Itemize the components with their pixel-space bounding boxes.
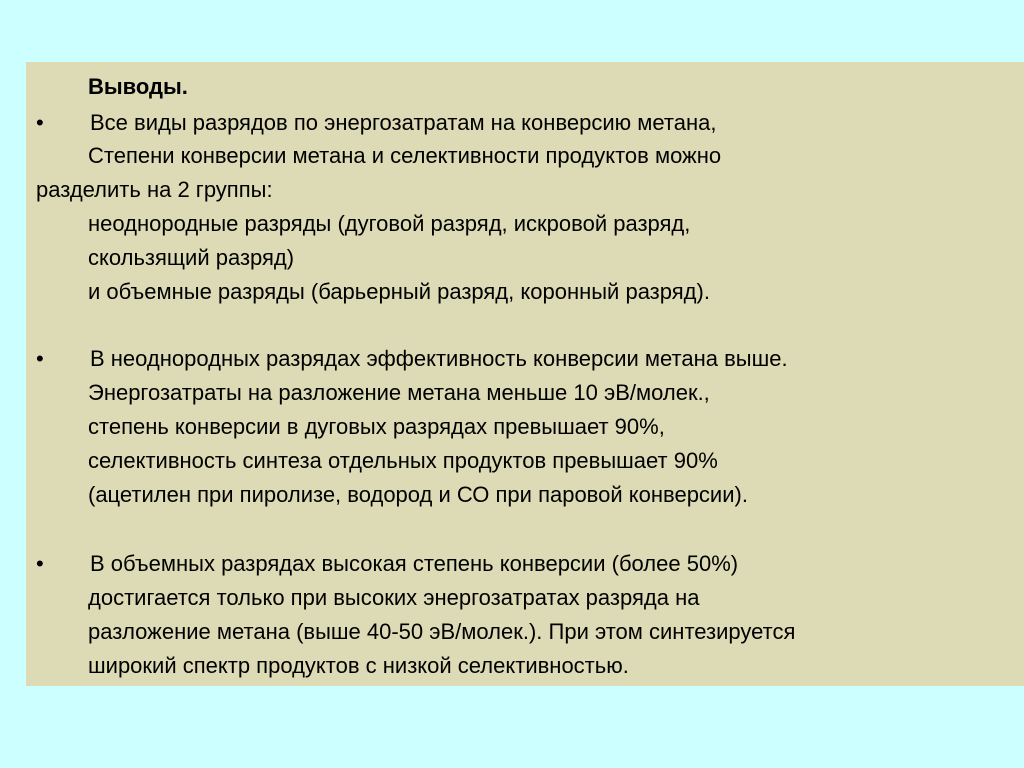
point1-line: разделить на 2 группы: [36,177,273,202]
point2-line: селективность синтеза отдельных продуктов превышает 90% [88,448,718,473]
bullet-marker: • [36,110,44,135]
conclusions-title: Выводы. [88,74,188,99]
point1-line: скользящий разряд) [88,245,295,270]
point2-line: степень конверсии в дуговых разрядах превышает 90%, [88,414,665,439]
point2-line: (ацетилен при пиролизе, водород и СО при паровой конверсии). [88,482,748,507]
point1-line: и объемные разряды (барьерный разряд, коронный разряд). [88,279,710,304]
bullet-marker: • [36,551,44,576]
point3-line: разложение метана (выше 40-50 эВ/молек.). При этом синтезируется [88,619,796,644]
point3-line: широкий спектр продуктов с низкой селективностью. [88,653,629,678]
point1-line: неоднородные разряды (дуговой разряд, искровой разряд, [88,211,691,236]
point2-line: Энергозатраты на разложение метана меньше 10 эВ/молек., [88,380,710,405]
bullet-marker: • [36,346,44,371]
point3-line: В объемных разрядах высокая степень конверсии (более 50%) [90,551,739,576]
point2-line: В неоднородных разрядах эффективность конверсии метана выше. [90,346,788,371]
point1-line: Степени конверсии метана и селективности продуктов можно [88,143,722,168]
point1-line: Все виды разрядов по энергозатратам на конверсию метана, [90,110,717,135]
point3-line: достигается только при высоких энергозатратах разряда на [88,585,700,610]
